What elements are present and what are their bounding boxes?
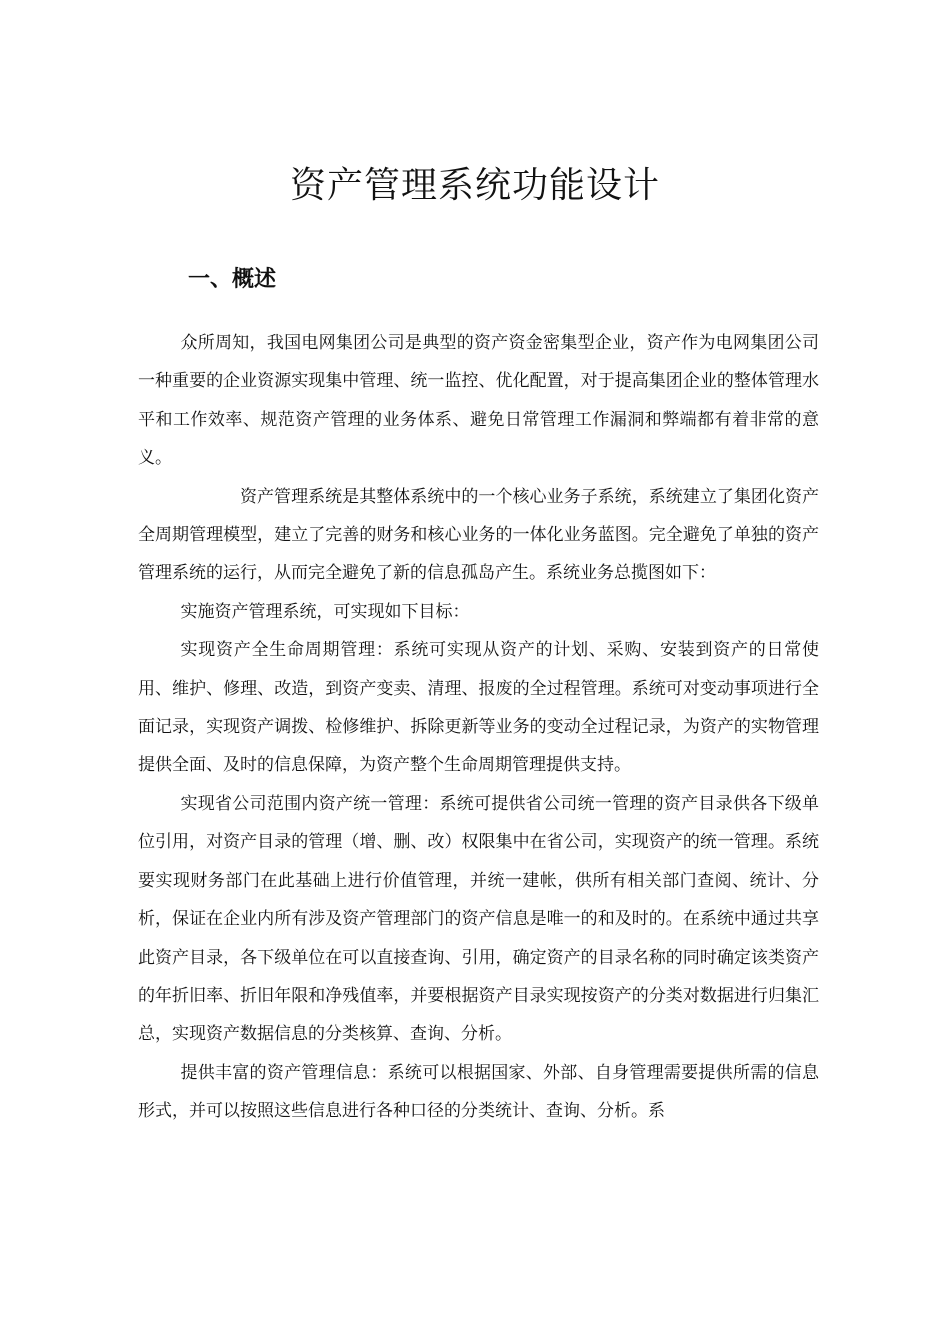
paragraph-unified-management: 实现省公司范围内资产统一管理：系统可提供省公司统一管理的资产目录供各下级单位引用，对资产目录的管理（增、删、改）权限集中在省公司，实现资产的统一管理。系统要实现财务部门在此基础上进行价值管理，并统一建帐，供所有相关部门查阅、统计、分析，保证在企业内所有涉及资产管理部门的资产信息是唯一的和及时的。在系统中通过共享此资产目录，各下级单位在可以直接查询、引用，确定资产的目录名称的同时确定该类资产的年折旧率、折旧年限和净残值率，并要根据资产目录实现按资产的分类对数据进行归集汇总，实现资产数据信息的分类核算、查询、分析。 xyxy=(138,793,819,1045)
paragraph-lifecycle: 实现资产全生命周期管理：系统可实现从资产的计划、采购、安装到资产的日常使用、维护、修理、改造，到资产变卖、清理、报废的全过程管理。系统可对变动事项进行全面记录，实现资产调拨、检修维护、拆除更新等业务的变动全过程记录，为资产的实物管理提供全面、及时的信息保障，为资产整个生命周期管理提供支持。 xyxy=(138,640,819,776)
document-body xyxy=(138,324,819,1131)
paragraph-goals-lead: 实施资产管理系统，可实现如下目标： xyxy=(180,601,470,622)
paragraph-system-overview: 资产管理系统是其整体系统中的一个核心业务子系统，系统建立了集团化资产全周期管理模型，建立了完善的财务和核心业务的一体化业务蓝图。完全避免了单独的资产管理系统的运行，从而完全避免了新的信息孤岛产生。系统业务总揽图如下： xyxy=(138,486,819,584)
paragraph-intro: 众所周知，我国电网集团公司是典型的资产资金密集型企业，资产作为电网集团公司一种重要的企业资源实现集中管理、统一监控、优化配置，对于提高集团企业的整体管理水平和工作效率、规范资产管理的业务体系、避免日常管理工作漏洞和弊端都有着非常的意义。 xyxy=(138,333,819,469)
section-heading: 一、概述 xyxy=(188,267,277,292)
document-title: 资产管理系统功能设计 xyxy=(289,165,660,206)
paragraph-management-info: 提供丰富的资产管理信息：系统可以根据国家、外部、自身管理需要提供所需的信息形式，并可以按照这些信息进行各种口径的分类统计、查询、分析。系 xyxy=(138,1062,819,1122)
